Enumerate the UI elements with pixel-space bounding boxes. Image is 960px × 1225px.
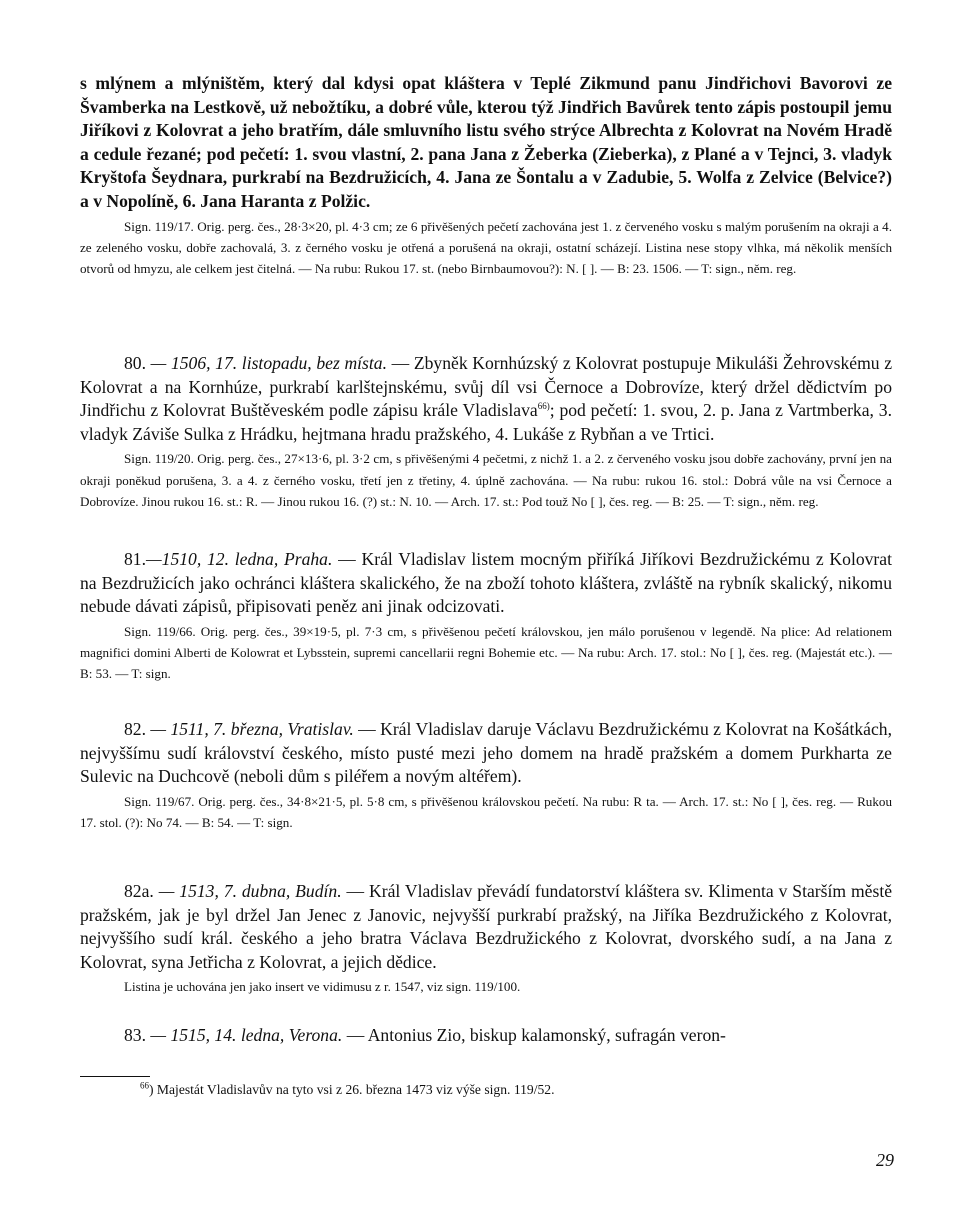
entry-summary: — Antonius Zio, biskup kalamonský, sufragán veron-: [346, 1025, 726, 1045]
entry-number: 80.: [124, 353, 146, 373]
footnote-reference: 66): [537, 401, 550, 412]
entry-date: — 1506, 17. listopadu, bez místa.: [150, 353, 387, 373]
entry-date: — 1513, 7. dubna, Budín.: [158, 881, 342, 901]
entry-83-text: [80, 1024, 892, 1048]
entry-82a: [80, 880, 892, 998]
entry-summary: — Král Vladislav listem mocným přiříká Jiříkovi Bezdružickému z Kolovrat na Bezdružicích jako ochránci kláštera skalického, že na zboží tohoto kláštera, zvláště na rybník skalický, nikomu nebude dávati zápisů, připisovati peněz ani jinak odcizovati.: [80, 549, 892, 617]
entry-82-note: Sign. 119/67. Orig. perg. čes., 34·8×21·5, pl. 5·8 cm, s přivěšenou královskou pečetí. Na rubu: R ta. — Arch. 17. st.: No [ ], čes. reg. — Rukou 17. stol. (?): No 74. — B: 54. — T: sign.: [80, 793, 892, 830]
entry-82a-text: [80, 880, 892, 974]
entry-number: 83.: [124, 1025, 146, 1045]
continued-entry: [80, 72, 892, 279]
footnote: [140, 1080, 840, 1100]
entry-summary: — Král Vladislav daruje Václavu Bezdružickému z Kolovrat na Košátkách, nejvyššímu sudí království českého, místo pusté mezi jeho domem na hradě pražském a domem Purkharta ze Sulevic na Duchcově (neboli dům s piléřem a novým altéřem).: [80, 719, 892, 787]
entry-81-text: [80, 548, 892, 619]
entry-summary-continued: ; pod pečetí: 1. svou, 2. p. Jana z Vartmberka, 3. vladyk Záviše Sulka z Hrádku, hejtmana hradu pražského, 4. Lukáše z Rybňan a ve Trtici.: [80, 400, 892, 444]
footnote-text: ) Majestát Vladislavův na tyto vsi z 26. března 1473 viz výše sign. 119/52.: [149, 1082, 555, 1097]
continued-entry-note: Sign. 119/17. Orig. perg. čes., 28·3×20, pl. 4·3 cm; ze 6 přivěšených pečetí zachována jest 1. z červeného vosku s malým porušením na okraji a 4. ze zeleného vosku, dobře zachovalá, 3. z černého vosku je otřená a porušená na okraji, ostatní scházejí. Listina nese stopy vlhka, má několik menších otvorů od hmyzu, ale celkem jest čitelná. — Na rubu: Rukou 17. st. (nebo Birnbaumovou?): N. [ ]. — B: 23. 1506. — T: sign., něm. reg.: [80, 218, 892, 276]
continued-entry-text: s mlýnem a mlýništěm, který dal kdysi opat kláštera v Teplé Zikmund panu Jindřichovi Bavorovi ze Švamberka na Lestkově, už nebožtíku, a dobré vůle, kterou týž Jindřich Bavůrek tento zápis postoupil jemu Jiříkovi z Kolovrat a jeho bratřím, dále smluvního listu svého strýce Albrechta z Kolovrat na Novém Hradě a cedule řezané; pod pečetí: 1. svou vlastní, 2. pana Jana z Žeberka (Zieberka), z Plané a v Tejnci, 3. vladyk Kryštofa Šeydnara, purkrabí na Bezdružicích, 4. Jana ze Šontalu a v Zadubie, 5. Wolfa z Zelvice (Belvice?) a v Nopolíně, 6. Jana Haranta z Polžic.: [80, 73, 892, 211]
entry-80: [80, 352, 892, 512]
footnote-divider: [80, 1076, 150, 1077]
entry-number: 82.: [124, 719, 146, 739]
entry-number: 82a.: [124, 881, 154, 901]
entry-summary: — Zbyněk Kornhúzský z Kolovrat postupuje Mikuláši Žehrovskému z Kolovrat a na Kornhúze, purkrabí karlštejnskému, svůj díl vsi Černoce a Dobrovíze, který držel dědictvím po Jindřichu z Kolovrat Buštěveském podle zápisu krále Vladislava: [80, 353, 893, 421]
entry-83: [80, 1024, 892, 1048]
entry-date: — 1515, 14. ledna, Verona.: [150, 1025, 343, 1045]
entry-80-note: Sign. 119/20. Orig. perg. čes., 27×13·6, pl. 3·2 cm, s přivěšenými 4 pečetmi, z nichž 1. a 2. z červeného vosku jsou dobře zachovány, první jen na okraji poněkud porušena, 3. a 4. z černého vosku, třetí jen z třetiny, 4. úplně zachována. — Na rubu: rukou 16. stol.: Dobrá vůle na vsi Černoce a Dobrovíze. Jinou rukou 16. st.: R. — Jinou rukou 16. (?) st.: N. 10. — Arch. 17. st.: Pod touž No [ ], čes. reg. — B: 25. — T: sign., něm. reg.: [80, 451, 892, 509]
entry-80-text: [80, 352, 892, 446]
footnote-mark: 66: [140, 1080, 149, 1091]
entry-82-text: [80, 718, 892, 789]
entry-number: 81.: [124, 549, 146, 569]
entry-date: — 1511, 7. března, Vratislav.: [150, 719, 354, 739]
entry-82a-note: Listina je uchována jen jako insert ve vidimusu z r. 1547, viz sign. 119/100.: [124, 979, 521, 995]
entry-summary: — Král Vladislav převádí fundatorství kláštera sv. Klimenta v Starším městě pražském, jak je byl držel Jan Jenec z Janovic, nejvyšší purkrabí pražský, na Jiříka Bezdružického z Kolovrat, nejvyššího sudí král. českého a jeho bratra Václava Bezdružického z Kolovrat, dvorského sudí, a na Jana z Kolovrat, syna Jetřicha z Kolovrat, a jejich dědice.: [80, 881, 893, 972]
page-number: 29: [876, 1150, 894, 1170]
entry-81-note: Sign. 119/66. Orig. perg. čes., 39×19·5, pl. 7·3 cm, s přivěšenou pečetí královskou, jen málo porušenou v legendě. Na plice: Ad relationem magnifici domini Alberti de Kolowrat et Lybsstein, supremi cancellarii regni Bohemie etc. — Na rubu: Arch. 17. stol.: No [ ], čes. reg. (Majestát etc.). — B: 53. — T: sign.: [80, 623, 892, 682]
entry-82: [80, 718, 892, 833]
entry-81: [80, 548, 892, 684]
entry-date: —1510, 12. ledna, Praha.: [146, 549, 333, 569]
